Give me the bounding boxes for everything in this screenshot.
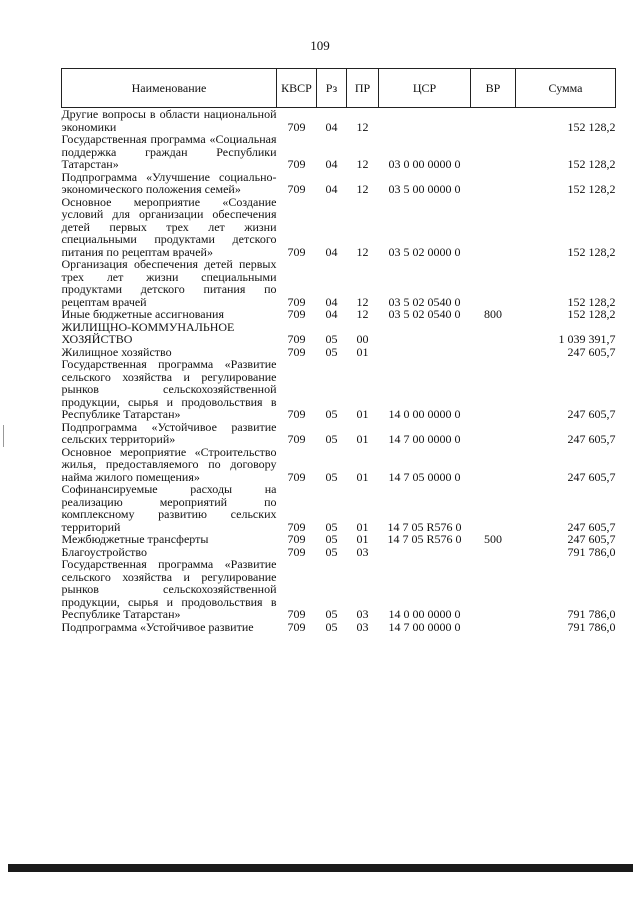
cell-csr: 14 0 00 0000 0	[388, 407, 461, 421]
cell-sum: 247 605,7	[567, 432, 616, 446]
table-row	[62, 483, 616, 533]
cell-kvsr: 709	[287, 469, 306, 484]
cell-rz: 04	[325, 119, 338, 134]
cell-kvsr: 709	[287, 157, 306, 171]
cell-pr: 01	[356, 469, 369, 484]
cell-rz: 05	[325, 469, 338, 484]
cell-pr: 01	[356, 519, 369, 534]
cell-kvsr: 709	[287, 407, 306, 421]
header-pr: ПР	[347, 69, 379, 108]
cell-csr: 03 5 02 0000 0	[388, 244, 461, 259]
cell-vr	[471, 483, 516, 533]
budget-table	[61, 68, 616, 633]
cell-sum: 152 128,2	[567, 244, 616, 259]
table-row	[62, 321, 616, 346]
cell-name: Подпрограмма «Устойчивое развитие сельских территорий»	[61, 419, 277, 446]
cell-vr	[471, 258, 516, 308]
cell-rz: 05	[325, 544, 338, 559]
cell-csr: 14 7 05 R576 0	[387, 532, 462, 546]
cell-vr	[471, 358, 516, 421]
cell-csr	[379, 321, 471, 346]
header-name: Наименование	[62, 69, 277, 108]
table-row	[62, 308, 616, 321]
cell-kvsr: 709	[287, 332, 306, 346]
header-rz: Рз	[317, 69, 347, 108]
cell-rz: 04	[325, 182, 338, 196]
cell-name: ЖИЛИЩНО-КОММУНАЛЬНОЕ ХОЗЯЙСТВО	[61, 319, 235, 346]
cell-pr: 12	[356, 157, 369, 171]
cell-sum: 247 605,7	[567, 519, 616, 534]
cell-sum: 791 786,0	[567, 544, 616, 559]
scan-bottom-bar	[8, 864, 633, 872]
cell-kvsr: 709	[287, 619, 306, 634]
cell-sum: 247 605,7	[567, 532, 616, 546]
cell-vr: 800	[484, 307, 502, 321]
cell-name: Иные бюджетные ассигнования	[61, 307, 224, 321]
cell-vr	[471, 133, 516, 171]
page-number: 109	[310, 38, 330, 53]
table-row	[62, 621, 616, 634]
cell-sum: 152 128,2	[567, 307, 616, 321]
table-row	[62, 258, 616, 308]
cell-rz: 05	[325, 432, 338, 446]
cell-sum: 791 786,0	[567, 619, 616, 634]
cell-rz: 05	[325, 344, 338, 359]
cell-csr: 14 0 00 0000 0	[388, 607, 461, 621]
table-body	[62, 108, 616, 634]
cell-pr: 03	[356, 607, 369, 621]
cell-rz: 04	[325, 244, 338, 259]
cell-sum: 152 128,2	[567, 294, 616, 309]
cell-vr	[471, 196, 516, 259]
cell-rz: 05	[325, 519, 338, 534]
table-row	[62, 108, 616, 134]
cell-name: Благоустройство	[61, 544, 148, 559]
cell-vr	[471, 546, 516, 559]
cell-kvsr: 709	[287, 607, 306, 621]
cell-csr: 14 7 00 0000 0	[388, 619, 461, 634]
cell-rz: 04	[325, 307, 338, 321]
cell-name: Государственная программа «Социальная поддержка граждан Республики Татарстан»	[61, 132, 277, 171]
cell-csr: 03 5 00 0000 0	[388, 182, 461, 196]
cell-name: Государственная программа «Развитие сельского хозяйства и регулирование рынков сельскохозяйственной продукции, сырья и продовольствия в Республике Татарстан»	[61, 557, 277, 621]
cell-pr: 12	[356, 119, 369, 134]
cell-name: Подпрограмма «Устойчивое развитие	[61, 619, 254, 634]
cell-vr	[471, 171, 516, 196]
cell-kvsr: 709	[287, 519, 306, 534]
cell-sum: 247 605,7	[567, 344, 616, 359]
cell-name: Межбюджетные трансферты	[61, 532, 209, 546]
header-vr: ВР	[471, 69, 516, 108]
cell-pr: 12	[356, 294, 369, 309]
cell-rz: 04	[325, 294, 338, 309]
cell-csr	[379, 546, 471, 559]
cell-sum: 152 128,2	[567, 157, 616, 171]
cell-name: Жилищное хозяйство	[61, 344, 172, 359]
cell-kvsr: 709	[287, 244, 306, 259]
cell-pr: 01	[356, 407, 369, 421]
cell-kvsr: 709	[287, 307, 306, 321]
table-row	[62, 421, 616, 446]
header-row	[62, 69, 616, 108]
header-kvsr: КВСР	[277, 69, 317, 108]
cell-vr	[471, 446, 516, 484]
cell-name: Подпрограмма «Улучшение социально-экономического положения семей»	[61, 169, 277, 196]
cell-pr: 12	[356, 244, 369, 259]
cell-sum: 1 039 391,7	[558, 332, 616, 346]
cell-pr: 01	[356, 344, 369, 359]
cell-pr: 00	[356, 332, 369, 346]
table-row	[62, 171, 616, 196]
cell-kvsr: 709	[287, 182, 306, 196]
table-row	[62, 358, 616, 421]
cell-csr	[379, 108, 471, 134]
cell-csr: 14 7 05 R576 0	[387, 519, 462, 534]
cell-pr: 03	[356, 544, 369, 559]
cell-sum: 152 128,2	[567, 119, 616, 134]
cell-pr: 12	[356, 182, 369, 196]
cell-rz: 05	[325, 407, 338, 421]
cell-vr	[471, 108, 516, 134]
cell-name: Основное мероприятие «Создание условий для организации обеспечения детей первых трех лет жизни специальными продуктами детского питания по рецептам врачей»	[61, 194, 277, 259]
cell-vr	[471, 321, 516, 346]
cell-kvsr: 709	[287, 119, 306, 134]
cell-kvsr: 709	[287, 532, 306, 546]
cell-pr: 01	[356, 532, 369, 546]
cell-rz: 05	[325, 332, 338, 346]
cell-csr: 14 7 00 0000 0	[388, 432, 461, 446]
cell-rz: 04	[325, 157, 338, 171]
cell-sum: 152 128,2	[567, 182, 616, 196]
cell-csr: 14 7 05 0000 0	[388, 469, 461, 484]
cell-kvsr: 709	[287, 432, 306, 446]
cell-rz: 05	[325, 607, 338, 621]
header-sum: Сумма	[516, 69, 616, 108]
cell-vr	[471, 621, 516, 634]
cell-kvsr: 709	[287, 544, 306, 559]
cell-csr: 03 0 00 0000 0	[388, 157, 461, 171]
cell-name: Государственная программа «Развитие сельского хозяйства и регулирование рынков сельскохозяйственной продукции, сырья и продовольствия в Республике Татарстан»	[61, 357, 277, 421]
cell-pr: 12	[356, 307, 369, 321]
cell-rz: 05	[325, 619, 338, 634]
table-row	[62, 533, 616, 546]
cell-name: Другие вопросы в области национальной экономики	[61, 107, 277, 134]
cell-vr	[471, 346, 516, 359]
cell-sum: 247 605,7	[567, 469, 616, 484]
cell-sum: 247 605,7	[567, 407, 616, 421]
cell-csr: 03 5 02 0540 0	[388, 307, 461, 321]
cell-pr: 03	[356, 619, 369, 634]
cell-name: Организация обеспечения детей первых трех лет жизни специальными продуктами детского питания по рецептам врачей	[61, 257, 277, 309]
table-row	[62, 133, 616, 171]
cell-vr: 500	[484, 532, 502, 546]
cell-vr	[471, 421, 516, 446]
table-header	[62, 69, 616, 108]
cell-kvsr: 709	[287, 344, 306, 359]
scan-edge-mark	[3, 425, 4, 447]
cell-name: Софинансируемые расходы на реализацию мероприятий по комплексному развитию сельских территорий	[61, 482, 277, 534]
cell-vr	[471, 558, 516, 621]
cell-pr: 01	[356, 432, 369, 446]
cell-csr	[379, 346, 471, 359]
cell-sum: 791 786,0	[567, 607, 616, 621]
table-row	[62, 446, 616, 484]
cell-rz: 05	[325, 532, 338, 546]
cell-kvsr: 709	[287, 294, 306, 309]
table-row	[62, 196, 616, 259]
table-row	[62, 558, 616, 621]
cell-name: Основное мероприятие «Строительство жилья, предоставляемого по договору найма жилого помещения»	[61, 444, 277, 484]
cell-csr: 03 5 02 0540 0	[388, 294, 461, 309]
header-csr: ЦСР	[379, 69, 471, 108]
